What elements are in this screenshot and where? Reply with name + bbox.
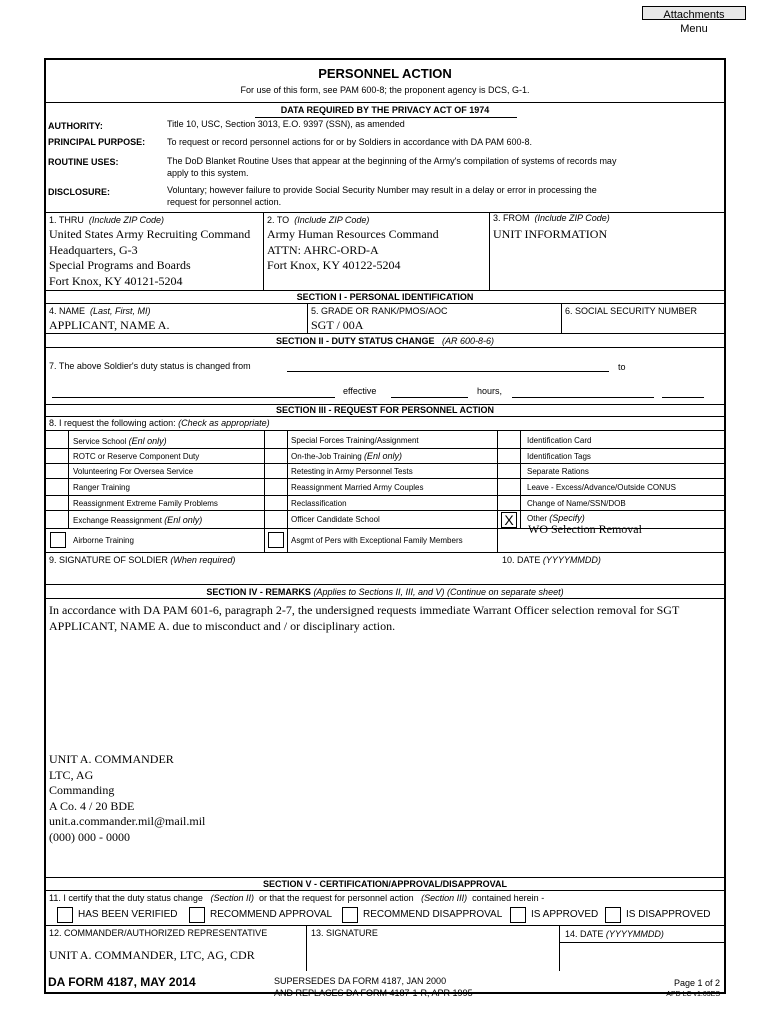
name-hint: (Last, First, MI) — [90, 306, 151, 316]
action-item-hint: (Enl only) — [363, 451, 402, 461]
disclosure-text-1: Voluntary; however failure to provide Social Security Number may result in a delay or error in processing the — [167, 185, 597, 195]
action-item-label: On-the-Job Training — [291, 452, 362, 461]
name-label-row — [49, 306, 151, 316]
signature-line: LTC, AG — [49, 767, 94, 782]
from-hint: (Include ZIP Code) — [534, 213, 610, 223]
cmd-date-label: 14. DATE — [565, 929, 604, 939]
thru-hint: (Include ZIP Code) — [88, 215, 165, 225]
option-label: HAS BEEN VERIFIED — [78, 909, 178, 920]
cmd-date-label-row — [565, 929, 664, 939]
routine-text-1: The DoD Blanket Routine Uses that appear at the beginning of the Army's compilation of systems of records may — [167, 156, 617, 166]
authority-text: Title 10, USC, Section 3013, E.O. 9397 (SSN), as amended — [167, 119, 405, 129]
section4-header: SECTION IV - REMARKS — [206, 587, 311, 597]
supersedes-line-2: AND REPLACES DA FORM 4187-1-R, APR 1995 — [274, 988, 473, 998]
item11-hint: (Section II) — [210, 893, 254, 903]
from-line: UNIT INFORMATION — [493, 227, 608, 241]
section2-header: SECTION II - DUTY STATUS CHANGE — [275, 336, 435, 346]
signature-line: Commanding — [49, 783, 115, 797]
action-item: Asgmt of Pers with Exceptional Family Members — [291, 536, 463, 545]
action-item — [291, 451, 402, 461]
section2-hint: (AR 600-8-6) — [442, 336, 495, 346]
option-label: IS DISAPPROVED — [626, 909, 711, 920]
option-label: RECOMMEND APPROVAL — [210, 909, 333, 920]
soldier-date-label: 10. DATE — [502, 555, 541, 565]
action-item: Identification Card — [527, 436, 592, 445]
cmd-date-hint: (YYYYMMDD) — [605, 929, 664, 939]
ssn-label: 6. SOCIAL SECURITY NUMBER — [565, 306, 698, 316]
thru-label: 1. THRU — [49, 215, 84, 225]
checkbox-recommend-approval[interactable] — [189, 907, 205, 923]
signature-line: unit.a.commander.mil@mail.mil — [49, 814, 206, 828]
action-item: Retesting in Army Personnel Tests — [291, 467, 413, 476]
signature-line: A Co. 4 / 20 BDE — [49, 798, 135, 813]
item11-row — [49, 893, 544, 903]
action-item: ROTC or Reserve Component Duty — [73, 452, 200, 461]
to-label-row — [267, 215, 369, 225]
hours-word: hours, — [477, 386, 503, 396]
supersedes-line-1: SUPERSEDES DA FORM 4187, JAN 2000 — [274, 976, 447, 986]
action-item: Separate Rations — [527, 467, 589, 476]
hours-field[interactable] — [512, 397, 654, 398]
signature-label: 13. SIGNATURE — [311, 928, 378, 938]
section2-header-row — [44, 336, 726, 346]
item8-row — [49, 418, 270, 428]
grade-field[interactable]: SGT / 00A — [311, 318, 364, 332]
item8-label: 8. I request the following action: — [49, 418, 176, 428]
action-item: Ranger Training — [73, 483, 130, 492]
item11-text: 11. I certify that the duty status change — [49, 893, 203, 903]
thru-line: Special Programs and Boards — [49, 258, 191, 272]
soldier-sig-label-row — [49, 555, 235, 565]
from-address[interactable] — [493, 227, 607, 243]
grade-label: 5. GRADE OR RANK/PMOS/AOC — [311, 306, 448, 316]
disclosure-text-2: request for personnel action. — [167, 197, 282, 207]
action-item: Volunteering For Oversea Service — [73, 467, 194, 476]
rep-field[interactable]: UNIT A. COMMANDER, LTC, AG, CDR — [49, 948, 255, 962]
checkbox-is-disapproved[interactable] — [605, 907, 621, 923]
action-item: Identification Tags — [527, 452, 591, 461]
item11-text: contained herein - — [472, 893, 545, 903]
routine-text-2: apply to this system. — [167, 168, 249, 178]
privacy-header: DATA REQUIRED BY THE PRIVACY ACT OF 1974 — [280, 105, 490, 115]
signature-line: UNIT A. COMMANDER — [49, 752, 174, 766]
to-address[interactable] — [267, 227, 439, 274]
remarks-line: APPLICANT, NAME A. due to misconduct and / or disciplinary action. — [49, 618, 396, 633]
to-line: Army Human Resources Command — [267, 227, 439, 241]
section4-header-row — [44, 587, 726, 597]
thru-label-row — [49, 215, 164, 225]
checkbox-recommend-disapproval[interactable] — [342, 907, 358, 923]
rep-label: 12. COMMANDER/AUTHORIZED REPRESENTATIVE — [49, 928, 268, 938]
soldier-sig-hint: (When required) — [170, 555, 236, 565]
action-item-hint: (Specify) — [549, 513, 585, 523]
option-label: IS APPROVED — [531, 909, 599, 920]
remarks-signature-block[interactable] — [49, 752, 205, 845]
action-item-label: Other — [527, 514, 548, 523]
effective-word: effective — [343, 386, 377, 396]
form-title: PERSONNEL ACTION — [318, 66, 452, 81]
action-item — [73, 515, 202, 525]
action-item: Reassignment Married Army Couples — [291, 483, 424, 492]
action-item: Change of Name/SSN/DOB — [527, 499, 626, 508]
item11-hint: (Section III) — [421, 893, 468, 903]
hours-extra-field[interactable] — [662, 397, 704, 398]
action-item — [73, 436, 167, 446]
checkbox-other[interactable]: X — [501, 512, 517, 528]
signature-line: (000) 000 - 0000 — [49, 829, 130, 844]
to-label: 2. TO — [267, 215, 290, 225]
status-to-field[interactable] — [52, 397, 335, 398]
action-item-label: Exchange Reassignment — [73, 516, 162, 525]
remarks-line: In accordance with DA PAM 601-6, paragraph 2-7, the undersigned requests immediate Warrant Officer selection removal for SGT — [49, 603, 680, 617]
to-line: Fort Knox, KY 40122-5204 — [267, 258, 401, 272]
to-hint: (Include ZIP Code) — [294, 215, 370, 225]
effective-date-field[interactable] — [391, 397, 468, 398]
from-label-row — [493, 213, 610, 223]
name-label: 4. NAME — [49, 306, 86, 316]
attachments-menu-button[interactable]: Attachments Menu — [642, 6, 746, 20]
soldier-date-label-row — [502, 555, 601, 565]
action-item-hint: (Enl only) — [128, 436, 167, 446]
thru-address[interactable] — [49, 227, 250, 289]
action-item: Reassignment Extreme Family Problems — [73, 499, 218, 508]
name-field[interactable]: APPLICANT, NAME A. — [49, 318, 170, 332]
action-item: Officer Candidate School — [291, 515, 380, 524]
version-label: APD LC v1.03ES — [666, 991, 720, 998]
page-number: Page 1 of 2 — [673, 978, 720, 988]
item8-hint: (Check as appropriate) — [178, 418, 270, 428]
checkbox-exceptional-family[interactable] — [268, 532, 284, 548]
checkbox-is-approved[interactable] — [510, 907, 526, 923]
section5-header: SECTION V - CERTIFICATION/APPROVAL/DISAPPROVAL — [262, 879, 507, 889]
disclosure-label: DISCLOSURE: — [48, 187, 111, 197]
form-subtitle: For use of this form, see PAM 600-8; the proponent agency is DCS, G-1. — [240, 85, 530, 95]
thru-line: Fort Knox, KY 40121-5204 — [49, 273, 183, 288]
action-item: Leave - Excess/Advance/Outside CONUS — [527, 483, 676, 492]
purpose-text: To request or record personnel actions for or by Soldiers in accordance with DA PAM 600-8. — [167, 137, 533, 147]
authority-label: AUTHORITY: — [48, 121, 103, 131]
checkbox-airborne-training[interactable] — [50, 532, 66, 548]
purpose-label: PRINCIPAL PURPOSE: — [48, 137, 146, 147]
to-line: ATTN: AHRC-ORD-A — [267, 242, 379, 257]
option-label: RECOMMEND DISAPPROVAL — [363, 909, 503, 920]
thru-line: Headquarters, G-3 — [49, 242, 138, 257]
form-id: DA FORM 4187, MAY 2014 — [48, 975, 196, 989]
checkbox-has-been-verified[interactable] — [57, 907, 73, 923]
other-specify-field[interactable]: WO Selection Removal — [528, 522, 642, 536]
action-item: Reclassification — [291, 499, 347, 508]
thru-line: United States Army Recruiting Command — [49, 227, 251, 241]
status-from-field[interactable] — [287, 371, 609, 372]
action-item: Airborne Training — [73, 536, 134, 545]
soldier-sig-label: 9. SIGNATURE OF SOLDIER — [49, 555, 168, 565]
routine-label: ROUTINE USES: — [48, 157, 119, 167]
section1-header: SECTION I - PERSONAL IDENTIFICATION — [296, 292, 474, 302]
soldier-date-hint: (YYYYMMDD) — [542, 555, 601, 565]
item7-label: 7. The above Soldier's duty status is changed from — [49, 361, 251, 371]
item11-text: or that the request for personnel action — [258, 893, 414, 903]
section4-hint: (Applies to Sections II, III, and V) (Continue on separate sheet) — [313, 587, 564, 597]
action-item-hint: (Enl only) — [164, 515, 203, 525]
action-item-label: Service School — [73, 437, 127, 446]
section3-header: SECTION III - REQUEST FOR PERSONNEL ACTION — [275, 405, 495, 415]
remarks-field[interactable] — [49, 603, 721, 634]
to-word: to — [618, 362, 626, 372]
action-item: Special Forces Training/Assignment — [291, 436, 419, 445]
from-label: 3. FROM — [493, 213, 530, 223]
